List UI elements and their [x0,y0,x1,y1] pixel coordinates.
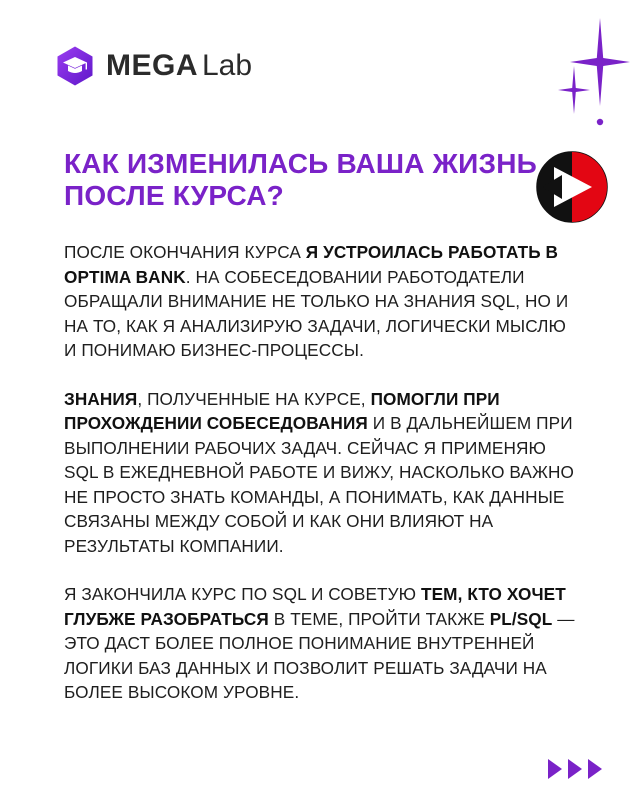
body-text-span: БОЛЕЕ ВЫСОКОМ УРОВНЕ. [64,682,300,702]
body-text-span: , ПОЛУЧЕННЫЕ НА КУРСЕ, [137,388,371,409]
optima-bank-logo [536,151,608,223]
text-line [64,338,584,363]
body-text-span: СВЯЗАНЫ МЕЖДУ СОБОЙ И КАК ОНИ ВЛИЯЮТ НА [64,511,494,531]
text-line [64,656,584,681]
text-line [64,582,584,607]
paragraph-1 [64,240,584,363]
body-text-span: И В ДАЛЬНЕЙШЕМ ПРИ [367,413,573,433]
title-line: КАК ИЗМЕНИЛАСЬ ВАША ЖИЗНЬ [64,148,537,179]
body-text-span: В ТЕМЕ, ПРОЙТИ ТАКЖЕ [268,608,490,629]
emphasis-text: OPTIMA BANK [64,266,186,287]
text-line [64,387,584,412]
body-text-span: ЭТО ДАСТ БОЛЕЕ ПОЛНОЕ ПОНИМАНИЕ ВНУТРЕННЕЙ [64,633,535,653]
text-line [64,289,584,314]
body-text-span: И ПОНИМАЮ БИЗНЕС-ПРОЦЕССЫ. [64,340,364,360]
text-line [64,240,584,265]
triple-chevron-right-icon[interactable] [546,758,606,780]
graduation-cap-hexagon-icon [54,45,96,87]
body-text-span: . НА СОБЕСЕДОВАНИИ РАБОТОДАТЕЛИ [185,266,525,287]
body-text-span: — [552,608,575,629]
text-line [64,314,584,339]
paragraph-3 [64,582,584,705]
text-line [64,411,584,436]
body-text-span: ПОСЛЕ ОКОНЧАНИЯ КУРСА [64,242,306,262]
body-text-span: ОБРАЩАЛИ ВНИМАНИЕ НЕ ТОЛЬКО НА ЗНАНИЯ SQL, НО И [64,291,569,311]
text-line [64,680,584,705]
brand-logo [54,44,252,88]
emphasis-text: ТЕМ, КТО ХОЧЕТ [421,584,566,604]
text-line [64,534,584,559]
testimonial-body [64,240,584,729]
body-text-span: ЛОГИКИ БАЗ ДАННЫХ И ПОЗВОЛИТ РЕШАТЬ ЗАДАЧИ НА [64,657,547,678]
body-text-span: РЕЗУЛЬТАТЫ КОМПАНИИ. [64,535,284,556]
emphasis-text: PL/SQL [489,608,553,629]
emphasis-text: Я УСТРОИЛАСЬ РАБОТАТЬ В [305,242,559,262]
text-line [64,607,584,632]
emphasis-text: ГЛУБЖЕ РАЗОБРАТЬСЯ [64,608,269,629]
text-line [64,265,584,290]
brand-name-light: Lab [202,49,253,82]
emphasis-text: ПРОХОЖДЕНИИ СОБЕСЕДОВАНИЯ [64,413,368,433]
text-line [64,631,584,656]
body-text-span: ВЫПОЛНЕНИИ РАБОЧИХ ЗАДАЧ. СЕЙЧАС Я ПРИМЕНЯЮ [64,437,546,458]
text-line [64,485,584,510]
body-text-span: НЕ ПРОСТО ЗНАТЬ КОМАНДЫ, А ПОНИМАТЬ, КАК ДАННЫЕ [64,486,565,507]
page-title [64,148,537,212]
sparkle-stars-icon [556,18,636,138]
text-line [64,460,584,485]
body-text-span: НА ТО, КАК Я АНАЛИЗИРУЮ ЗАДАЧИ, ЛОГИЧЕСКИ МЫСЛЮ [64,315,567,336]
body-text-span: SQL В ЕЖЕДНЕВНОЙ РАБОТЕ И ВИЖУ, НАСКОЛЬКО ВАЖНО [64,462,574,482]
text-line [64,436,584,461]
body-text-span: Я ЗАКОНЧИЛА КУРС ПО SQL И СОВЕТУЮ [64,584,421,604]
emphasis-text: ПОМОГЛИ ПРИ [370,388,500,409]
emphasis-text: ЗНАНИЯ [64,388,138,409]
brand-name-bold: MEGA [106,49,198,82]
paragraph-2 [64,387,584,559]
title-line: ПОСЛЕ КУРСА? [64,180,284,211]
text-line [64,509,584,534]
